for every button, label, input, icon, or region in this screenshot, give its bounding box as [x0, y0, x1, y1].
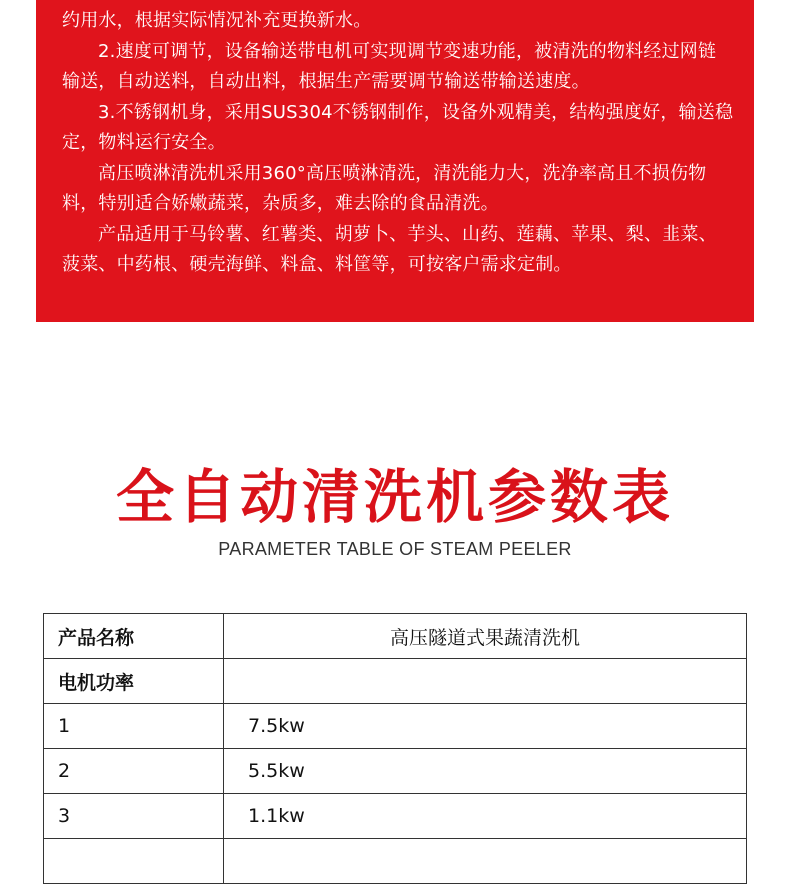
description-panel	[36, 0, 754, 322]
description-paragraph-3: 3.不锈钢机身，采用SUS304不锈钢制作，设备外观精美，结构强度好，输送稳定，物料运行安全。	[62, 101, 734, 153]
row-value: 5.5kw	[224, 749, 747, 794]
row-value: 1.1kw	[224, 794, 747, 839]
row-key: 2	[44, 749, 224, 794]
table-row	[44, 749, 747, 794]
table-row-power	[44, 659, 747, 704]
parameter-table	[43, 613, 747, 884]
table-row-product	[44, 614, 747, 659]
row-value-empty	[224, 839, 747, 884]
product-name-value: 高压隧道式果蔬清洗机	[224, 614, 747, 659]
description-paragraph-5: 产品适用于马铃薯、红薯类、胡萝卜、芋头、山药、莲藕、苹果、梨、韭菜、菠菜、中药根、硬壳海鲜、料盒、料筐等，可按客户需求定制。	[62, 223, 717, 275]
row-key-empty	[44, 839, 224, 884]
table-row-partial	[44, 839, 747, 884]
motor-power-value	[224, 659, 747, 704]
product-name-label: 产品名称	[44, 614, 224, 659]
description-paragraph-1: 约用水，根据实际情况补充更换新水。	[62, 10, 372, 31]
row-key: 3	[44, 794, 224, 839]
motor-power-label: 电机功率	[44, 659, 224, 704]
row-key: 1	[44, 704, 224, 749]
section-subtitle: PARAMETER TABLE OF STEAM PEELER	[218, 539, 572, 559]
section-title: 全自动清洗机参数表	[115, 463, 674, 531]
description-paragraph-2: 2.速度可调节，设备输送带电机可实现调节变速功能，被清洗的物料经过网链输送，自动送料，自动出料，根据生产需要调节输送带输送速度。	[62, 40, 717, 92]
table-row	[44, 704, 747, 749]
row-value: 7.5kw	[224, 704, 747, 749]
table-row	[44, 794, 747, 839]
description-paragraph-4: 高压喷淋清洗机采用360°高压喷淋清洗，清洗能力大，洗净率高且不损伤物料，特别适合娇嫩蔬菜，杂质多，难去除的食品清洗。	[62, 162, 707, 214]
